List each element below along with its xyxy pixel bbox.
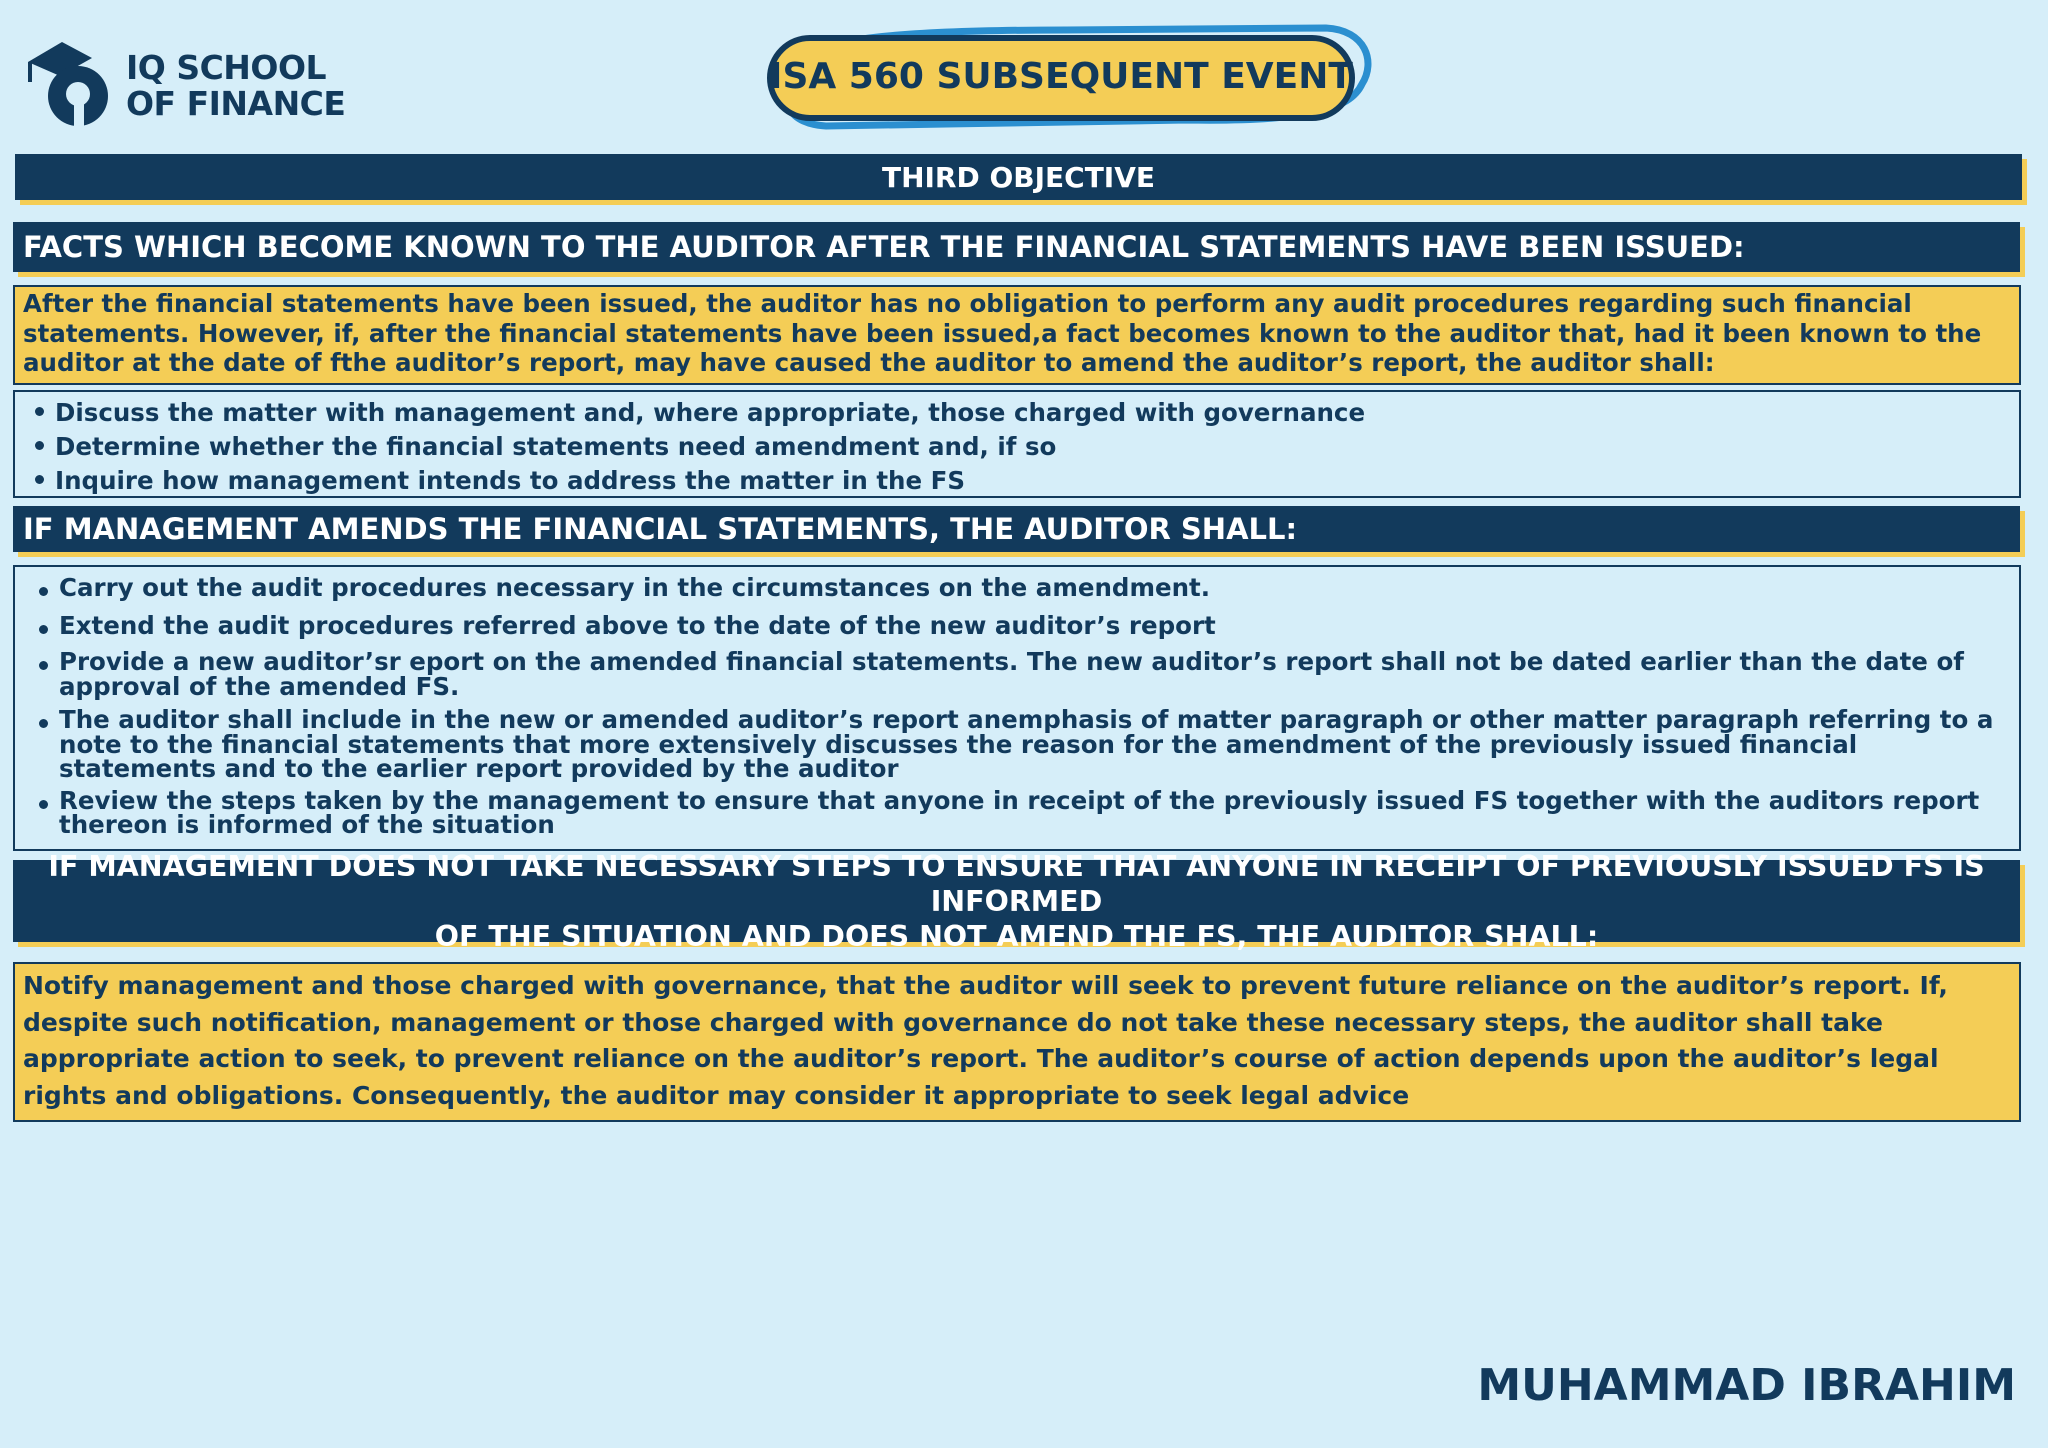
logo-line-2: OF FINANCE (126, 84, 346, 123)
section-1-intro: After the financial statements have been issued, the auditor has no obligation to perform any audit procedures regarding such financial statements. However, if, after the financial statements have been issued,a fact becomes known to the auditor that, had it been known to the auditor at the date of fthe auditor’s report, may have caused the auditor to amend the auditor’s report, the auditor shall: (23, 289, 1982, 377)
list-item: Extend the audit procedures referred above to the date of the new auditor’s report (59, 614, 2011, 639)
section-2-heading-bar (13, 506, 2020, 552)
list-item: Carry out the audit procedures necessary in the circumstances on the amendment. (59, 576, 2011, 601)
page-title: ISA 560 SUBSEQUENT EVENT (769, 55, 1353, 97)
title-badge (766, 22, 1372, 132)
logo-text (126, 50, 345, 122)
section-1-heading-bar (13, 222, 2020, 272)
list-item: Provide a new auditor’sr eport on the amended financial statements. The new auditor’s report shall not be dated earlier than the date of approval of the amended FS. (59, 650, 2011, 699)
section-2-bullets-box (13, 565, 2021, 851)
logo-line-1: IQ SCHOOL (126, 48, 327, 87)
logo (26, 32, 346, 128)
section-1-heading: FACTS WHICH BECOME KNOWN TO THE AUDITOR AFTER THE FINANCIAL STATEMENTS HAVE BEEN ISSUED: (23, 230, 1745, 264)
section-3-body-box (13, 962, 2021, 1122)
section-1-bullets-box (13, 390, 2021, 498)
section-3-heading-bar (13, 849, 2020, 953)
section-2-heading: IF MANAGEMENT AMENDS THE FINANCIAL STATEMENTS, THE AUDITOR SHALL: (23, 512, 1298, 546)
list-item: Determine whether the financial statements need amendment and, if so (55, 430, 2011, 464)
section-3-heading-line-1: IF MANAGEMENT DOES NOT TAKE NECESSARY STEPS TO ENSURE THAT ANYONE IN RECEIPT OF PREVIOUSLY ISSUED FS IS INFORMED (48, 849, 1985, 918)
author-name: MUHAMMAD IBRAHIM (1477, 1360, 2016, 1411)
objective-bar (15, 154, 2022, 200)
section-1-bullet-list (55, 396, 2011, 498)
list-item: The auditor shall include in the new or amended auditor’s report anemphasis of matter paragraph or other matter paragraph referring to a note to the financial statements that more extensively discusses the reason for the amendment of the previously issued financial statements and to the earlier report provided by the auditor (59, 708, 2011, 782)
list-item: Inquire how management intends to address the matter in the FS (55, 464, 2011, 498)
section-2-bullet-list (59, 573, 2011, 839)
graduation-cap-icon (26, 32, 126, 128)
list-item: Discuss the matter with management and, where appropriate, those charged with governance (55, 396, 2011, 430)
section-1-intro-box (13, 285, 2021, 385)
list-item: Review the steps taken by the management to ensure that anyone in receipt of the previously issued FS together with the auditors report thereon is informed of the situation (59, 789, 2011, 838)
objective-title: THIRD OBJECTIVE (881, 160, 1156, 194)
section-3-body: Notify management and those charged with governance, that the auditor will seek to prevent future reliance on the auditor’s report. If, despite such notification, management or those charged with governance do not take these necessary steps, the auditor shall take appropriate action to seek, to prevent reliance on the auditor’s report. The auditor’s course of action depends upon the auditor’s legal rights and obligations. Consequently, the auditor may consider it appropriate to seek legal advice (23, 971, 1948, 1110)
section-3-heading-line-2: OF THE SITUATION AND DOES NOT AMEND THE FS, THE AUDITOR SHALL: (434, 919, 1599, 953)
